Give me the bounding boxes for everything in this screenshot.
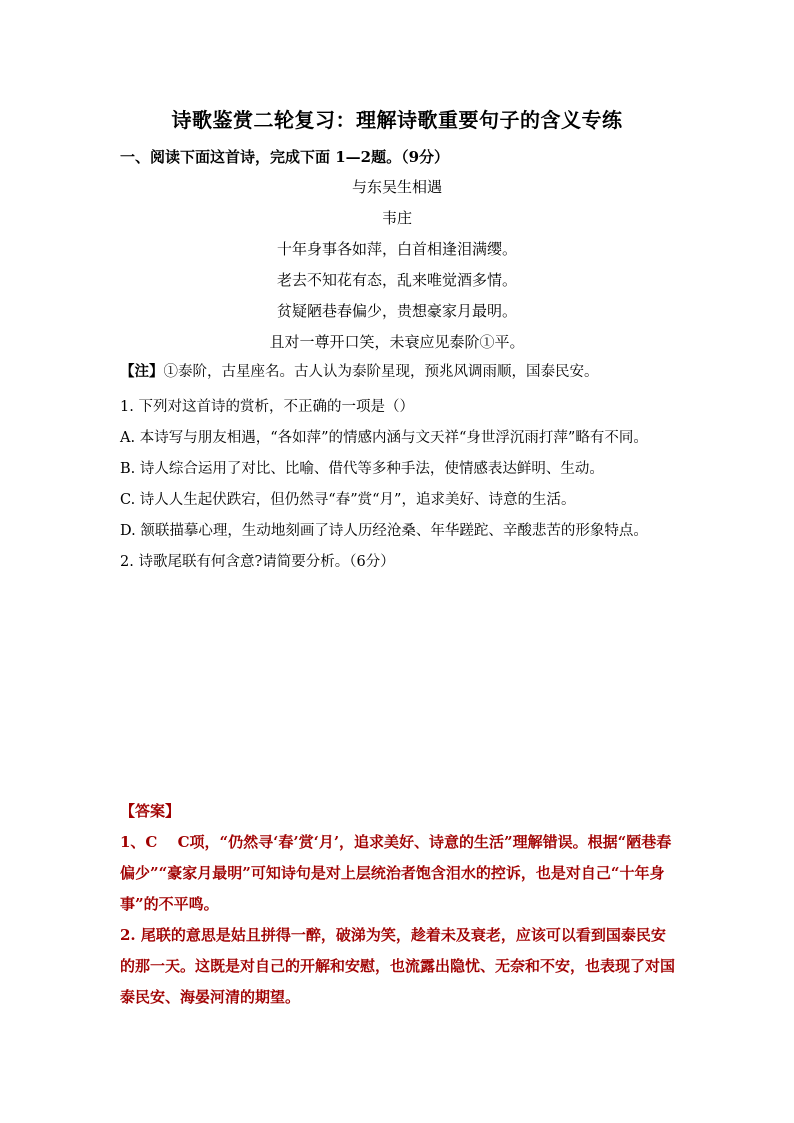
poem-line: 老去不知花有态，乱来唯觉酒多情。 [276, 271, 517, 289]
poem-line: 且对一尊开口笑，未衰应见泰阶①平。 [269, 333, 525, 351]
answer-label: 【答案】 [120, 802, 181, 820]
answer-block [120, 796, 680, 1013]
option-c: C. 诗人人生起伏跌宕，但仍然寻“春”赏“月”，追求美好、诗意的生活。 [120, 492, 576, 508]
answer-2: 2. 尾联的意思是姑且拼得一醉，破涕为笑，趁着未及衰老，应该可以看到国泰民安的那一天。这既是对自己的开解和安慰，也流露出隐忧、无奈和不安，也表现了对国泰民安、海晏河清的期望。 [120, 926, 676, 1006]
section-heading: 一、阅读下面这首诗，完成下面 1—2题。（9分） [120, 148, 450, 166]
note-label: 【注】 [120, 363, 164, 380]
option-a: A. 本诗写与朋友相遇，“各如萍”的情感内涵与文天祥“身世浮沉雨打萍”略有不同。 [120, 430, 648, 446]
note-text: ①泰阶，古星座名。古人认为泰阶星现，预兆风调雨顺，国泰民安。 [163, 364, 599, 380]
poem-title: 与东吴生相遇 [351, 178, 442, 196]
poem-line: 贫疑陋巷春偏少，贵想豪家月最明。 [276, 302, 517, 320]
question-1-stem: 1. 下列对这首诗的赏析，不正确的一项是（） [120, 399, 414, 415]
question-2-stem: 2. 诗歌尾联有何含意?请简要分析。（6分） [120, 554, 395, 570]
answer-1: 1、C C项，“仍然寻‘春’赏‘月’，追求美好、诗意的生活”理解错误。根据“陋巷春偏少”“豪家月最明”可知诗句是对上层统治者饱含泪水的控诉，也是对自己“十年身事”的不平鸣。 [120, 833, 672, 913]
page-title: 诗歌鉴赏二轮复习：理解诗歌重要句子的含义专练 [171, 108, 623, 132]
option-b: B. 诗人综合运用了对比、比喻、借代等多种手法，使情感表达鲜明、生动。 [120, 461, 604, 477]
question-1 [120, 392, 680, 578]
option-d: D. 颔联描摹心理，生动地刻画了诗人历经沧桑、年华蹉跎、辛酸悲苦的形象特点。 [120, 523, 648, 539]
poem-line: 十年身事各如萍，白首相逢泪满缨。 [276, 240, 517, 258]
poem-author: 韦庄 [381, 209, 412, 227]
poem-block [0, 176, 794, 362]
note [120, 360, 680, 384]
